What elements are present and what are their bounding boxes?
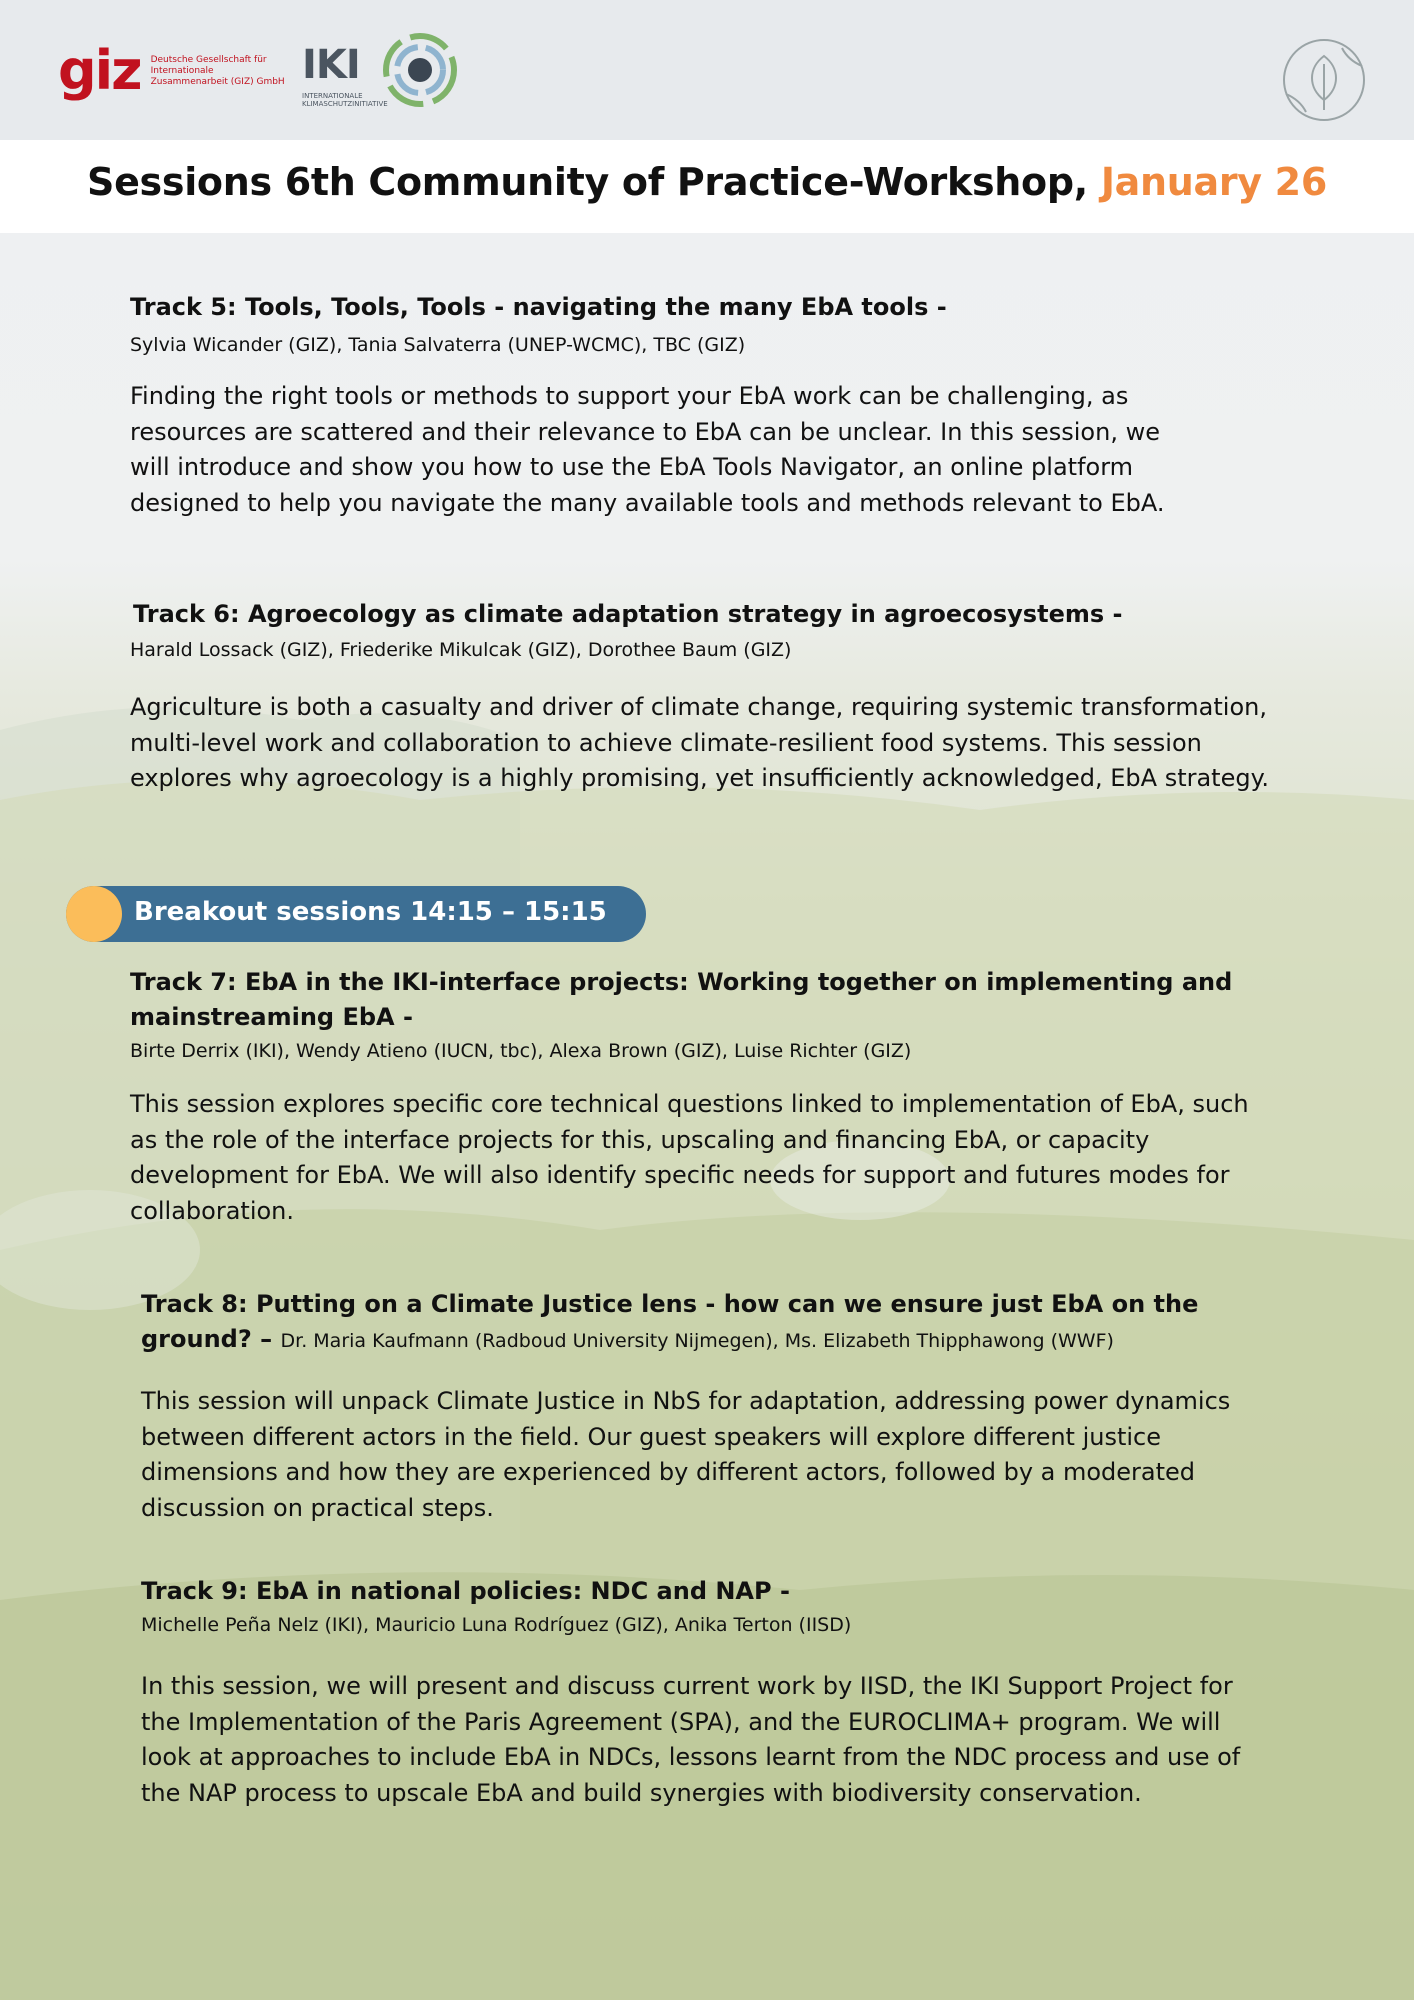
- track-7-speakers: Birte Derrix (IKI), Wendy Atieno (IUCN, tbc), Alexa Brown (GIZ), Luise Richter (GIZ): [130, 1040, 912, 1062]
- giz-logo-subtitle: Deutsche Gesellschaft für Internationale Zusammenarbeit (GIZ) GmbH: [150, 54, 285, 87]
- track-9-description: In this session, we will present and discuss current work by IISD, the IKI Support Project for the Implementation of the Paris Agreement (SPA), and the EUROCLIMA+ program. We will look at approaches to include EbA in NDCs, lessons learnt from the NDC process and use of the NAP process to upscale EbA and build synergies with biodiversity conservation.: [141, 1672, 1241, 1807]
- iki-logo-text: IKI: [302, 42, 360, 88]
- track-8-title: [141, 1287, 1271, 1359]
- track-8-description: This session will unpack Climate Justice in NbS for adaptation, addressing power dynamics between different actors in the field. Our guest speakers will explore different justice dimensions and how they are experienced by different actors, followed by a moderated discussion on practical steps.: [141, 1387, 1231, 1522]
- breakout-label: Breakout sessions 14:15 – 15:15: [134, 897, 607, 927]
- track-7-description: This session explores specific core technical questions linked to implementation of EbA, such as the role of the interface projects for this, upscaling and financing EbA, or capacity development for EbA. We will also identify specific needs for support and futures modes for collaboration.: [130, 1090, 1249, 1225]
- page-title-main: Sessions 6th Community of Practice-Workshop,: [87, 160, 1088, 204]
- iki-logo-subtitle: INTERNATIONALE KLIMASCHUTZINITIATIVE: [302, 92, 388, 108]
- track-6-description: Agriculture is both a casualty and driver of climate change, requiring systemic transformation, multi-level work and collaboration to achieve climate-resilient food systems. This session explores why agroecology is a highly promising, yet insufficiently acknowledged, EbA strategy.: [130, 693, 1270, 792]
- breakout-dot-icon: [66, 886, 122, 942]
- track-7-title: Track 7: EbA in the IKI-interface projects: Working together on implementing and mainstreaming EbA -: [130, 968, 1233, 1031]
- page-title-date: January 26: [1100, 160, 1327, 204]
- track-5-description: Finding the right tools or methods to support your EbA work can be challenging, as resources are scattered and their relevance to EbA can be unclear. In this session, we will introduce and show you how to use the EbA Tools Navigator, an online platform designed to help you navigate the many available tools and methods relevant to EbA.: [130, 382, 1165, 517]
- track-6-title: Track 6: Agroecology as climate adaptation strategy in agroecosystems -: [133, 600, 1123, 628]
- track-5-title: Track 5: Tools, Tools, Tools - navigating the many EbA tools -: [130, 293, 947, 321]
- track-9-speakers: Michelle Peña Nelz (IKI), Mauricio Luna Rodríguez (GIZ), Anika Terton (IISD): [141, 1614, 852, 1636]
- track-6-speakers: Harald Lossack (GIZ), Friederike Mikulcak (GIZ), Dorothee Baum (GIZ): [130, 639, 792, 661]
- giz-logo-text: giz: [58, 39, 141, 102]
- track-8-speakers: Dr. Maria Kaufmann (Radboud University Nijmegen), Ms. Elizabeth Thipphawong (WWF): [280, 1330, 1114, 1352]
- track-9-title: Track 9: EbA in national policies: NDC and NAP -: [141, 1577, 790, 1605]
- track-5-speakers: Sylvia Wicander (GIZ), Tania Salvaterra (UNEP-WCMC), TBC (GIZ): [130, 334, 746, 356]
- track-8-title-text: Track 8: Putting on a Climate Justice lens - how can we ensure just EbA on the ground? –: [141, 1290, 1199, 1353]
